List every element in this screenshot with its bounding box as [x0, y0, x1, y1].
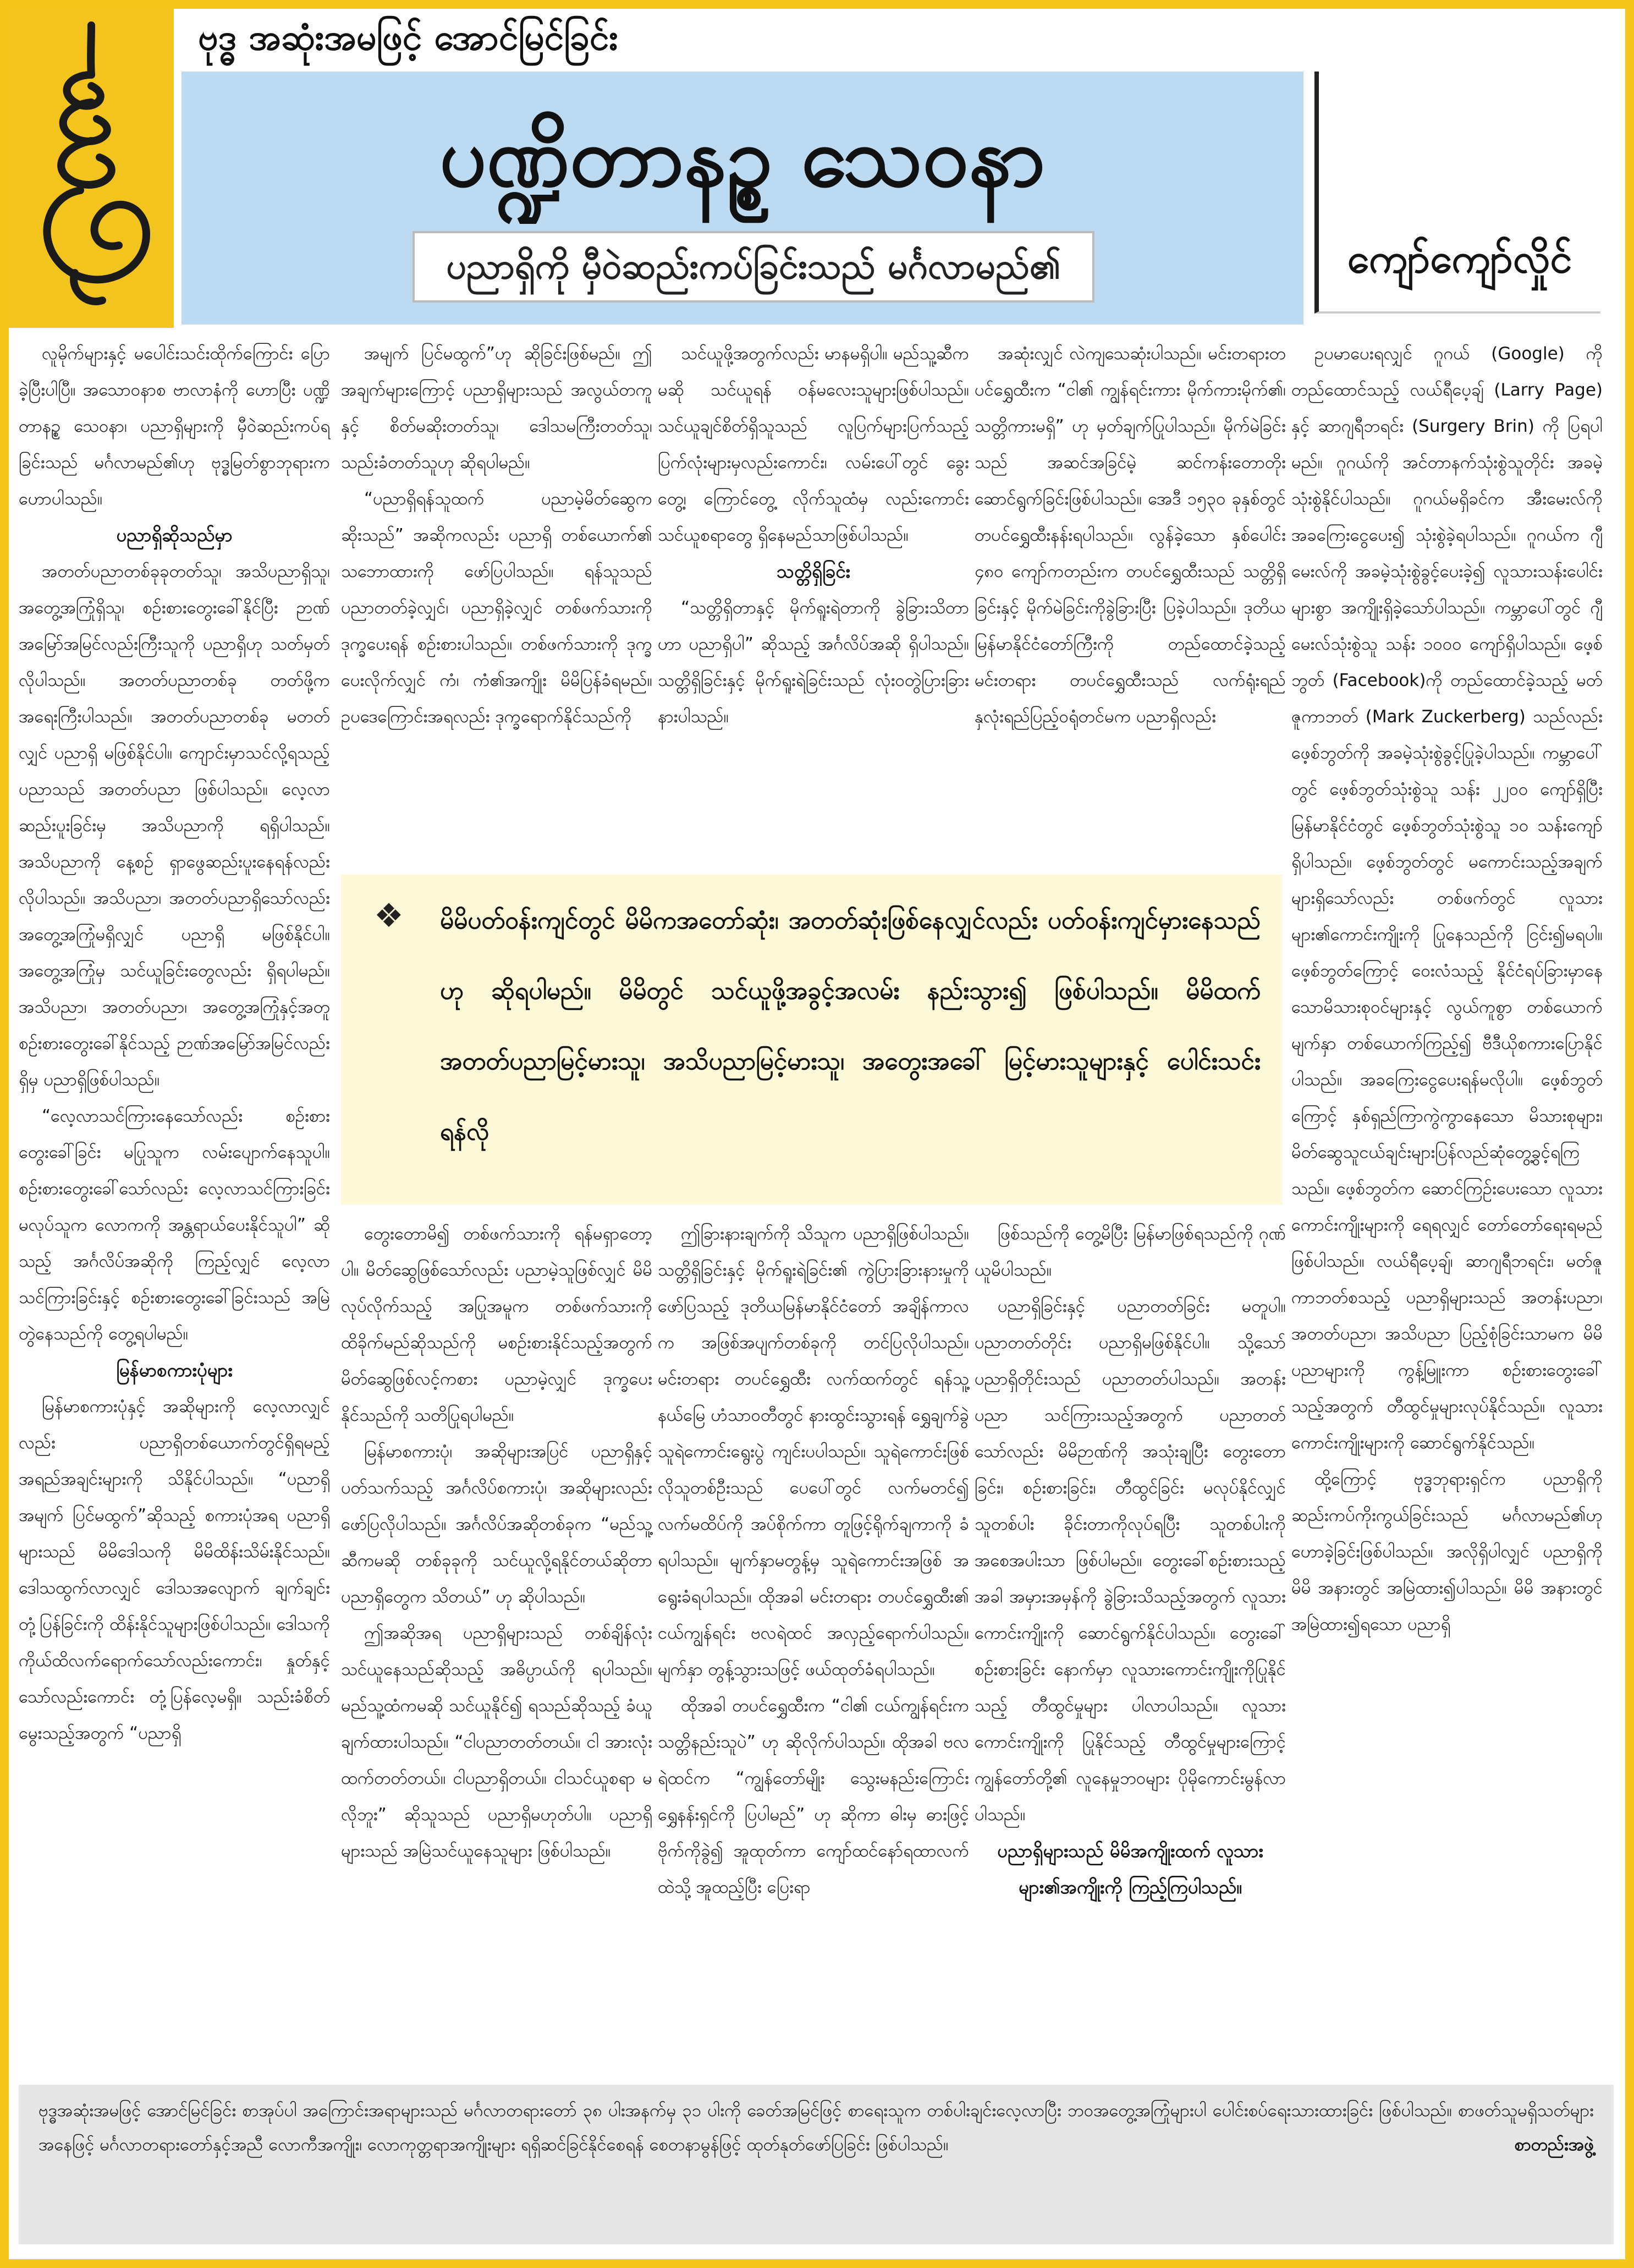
column-4-top: [975, 336, 1286, 864]
section-heading: သတ္တိရှိခြင်း: [777, 561, 850, 582]
paragraph: ဤအဆိုအရ ပညာရှိများသည် တစ်ချိန်လုံး သင်ယူနေသည်ဆိုသည့် အဓိပ္ပာယ်ကို ရပါသည်။ မည်သူ့ထံကမဆို သင်ယူနိုင်၍ ရသည်ဆိုသည့် ခံယူချက်ထားပါသည်။ “ငါပညာတတ်တယ်။ ငါ အားလုံးထက်တတ်တယ်။ ငါပညာရှိတယ်။ ငါသင်ယူစရာ မလိုဘူး” ဆိုသူသည် ပညာရှိမဟုတ်ပါ။ ပညာရှိများသည် အမြဲသင်ယူနေသူများ ဖြစ်ပါသည်။: [341, 1623, 652, 1861]
editor-signature: စာတည်းအဖွဲ့: [1514, 2135, 1594, 2155]
paragraph: တွေးတောမိ၍ တစ်ဖက်သားကို ရန်မရှာတော့ပါ။ မိတ်ဆွေဖြစ်သော်လည်း ပညာမဲ့သူဖြစ်လျှင် မိမိလုပ်လိုက်သည့် အပြုအမူက တစ်ဖက်သားကို ထိခိုက်မည်ဆိုသည်ကို မစဉ်းစားနိုင်သည့်အတွက် မိတ်ဆွေဖြစ်လင့်ကစား ပညာမဲ့လျှင် ဒုက္ခပေးနိုင်သည်ကို သတိပြုရပါမည်။: [341, 1224, 652, 1425]
section-heading: မြန်မာစကားပုံများ: [116, 1359, 233, 1381]
paragraph: “သတ္တိရှိတာနှင့် မိုက်ရူးရဲတာကို ခွဲခြားသိတာဟာ ပညာရှိပါ” ဆိုသည့် အင်္ဂလိပ်အဆို ရှိပါသည်။ သတ္တိရှိခြင်းနှင့် မိုက်ရူးရဲခြင်းသည် လုံးဝတွဲပြားခြားနားပါသည်။: [658, 598, 969, 727]
series-title: ဗုဒ္ဓ အဆုံးအမဖြင့် အောင်မြင်ခြင်း: [198, 18, 618, 58]
section-heading: ပညာရှိဆိုသည်မှာ: [116, 524, 233, 546]
logo-panel: [9, 9, 174, 328]
paragraph: မြန်မာစကားပုံနှင့် အဆိုများကို လေ့လာလျှင်လည်း ပညာရှိတစ်ယောက်တွင်ရှိရမည့် အရည်အချင်းများကို သိနိုင်ပါသည်။ “ပညာရှိအမျက် ပြင်မထွက်”ဆိုသည့် စကားပုံအရ ပညာရှိများသည် မိမိဒေါသကို မိမိထိန်းသိမ်းနိုင်သည်။ ဒေါသထွက်လာလျှင် ဒေါသအလျောက် ချက်ချင်းတုံ့ပြန်ခြင်းကို ထိန်းနိုင်သူများဖြစ်ပါသည်။ ဒေါသကို ကိုယ်ထိလက်ရောက်သော်လည်းကောင်း၊ နှုတ်နှင့်သော်လည်းကောင်း တုံ့ပြန်လေ့မရှိ။ သည်းခံစိတ်မွေးသည့်အတွက် “ပညာရှိ: [19, 1397, 330, 1743]
article-title: ပဏ္ဍိတာနဥ္စ သေဝနာ: [439, 109, 1046, 205]
paragraph: ဥပမာပေးရလျှင် ဂူဂယ် (Google) ကို တည်ထောင်သည့် လယ်ရီပေ့ချ် (Larry Page) နှင့် ဆာဂျရီဘရင်း (Surgery Brin) ကို ပြရပါမည်။ ဂူဂယ်ကို အင်တာနက်သုံးစွဲသူတိုင်း အခမဲ့သုံးစွဲနိုင်ပါသည်။ ဂူဂယ်မရှိခင်က အီးမေးလ်ကို အခကြေးငွေပေး၍ သုံးစွဲခဲ့ရပါသည်။ ဂူဂယ်က ဂျီမေးလ်ကို အခမဲ့သုံးစွဲခွင့်ပေးခဲ့၍ လူသားသန်းပေါင်းများစွာ အကျိုးရှိခဲ့သော်ပါသည်။ ကမ္ဘာပေါ်တွင် ဂျီမေးလ်သုံးစွဲသူ သန်း ၁၀၀၀ ကျော်ရှိပါသည်။ ဖေ့စ်ဘွတ် (Facebook)ကို တည်ထောင်ခဲ့သည့် မတ်ဇူကာဘတ် (Mark Zuckerberg) သည်လည်း ဖေ့စ်ဘွတ်ကို အခမဲ့သုံးစွဲခွင့်ပြုခဲ့ပါသည်။ ကမ္ဘာပေါ်တွင် ဖေ့စ်ဘွတ်သုံးစွဲသူ သန်း ၂၂၀၀ ကျော်ရှိပြီး မြန်မာနိုင်ငံတွင် ဖေ့စ်ဘွတ်သုံးစွဲသူ ၁၀ သန်းကျော် ရှိပါသည်။ ဖေ့စ်ဘွတ်တွင် မကောင်းသည့်အချက်များရှိသော်လည်း တစ်ဖက်တွင် လူသားများ၏ကောင်းကျိုးကို ပြုနေသည်ကို ငြင်း၍မရပါ။ ဖေ့စ်ဘွတ်ကြောင့် ဝေးလံသည့် နိုင်ငံရပ်ခြားမှာနေသောမိသားစုဝင်များနှင့် လွယ်ကူစွာ တစ်ယောက်မျက်နှာ တစ်ယောက်ကြည့်၍ ဗီဒီယိုစကားပြောနိုင်ပါသည်။ အခကြေးငွေပေးရန်မလိုပါ။ ဖေ့စ်ဘွတ်ကြောင့် နှစ်ရှည်ကြာကွဲကွာနေသော မိသားစုများ၊ မိတ်ဆွေသူငယ်ချင်းများပြန်လည်ဆုံတွေ့ခွင့်ရကြသည်။ ဖေ့စ်ဘွတ်က ဆောင်ကြဉ်းပေးသော လူသားကောင်းကျိုးများကို ရေရလျှင် တော်တော်ရေးရမည် ဖြစ်ပါသည်။ လယ်ရီပေ့ချ်၊ ဆာဂျရီဘရင်း၊ မတ်ဇူကာဘတ်စသည့် ပညာရှိများသည် အတန်းပညာ၊ အတတ်ပညာ၊ အသိပညာ ပြည့်စုံခြင်းသာမက မိမိပညာများကို ကွန့်မြူးကာ စဉ်းစားတွေးခေါ်သည့်အတွက် တီထွင်မှုများလုပ်နိုင်သည်။ လူသားကောင်းကျိုးများကို ဆောင်ရွက်နိုင်သည်။: [1291, 344, 1603, 1453]
paragraph: ဤခြားနားချက်ကို သိသူက ပညာရှိဖြစ်ပါသည်။ သတ္တိရှိခြင်းနှင့် မိုက်ရူးရဲခြင်း၏ ကွဲပြားခြားနားမှုကို ဖော်ပြသည့် ဒုတိယမြန်မာနိုင်ငံတော် အချိန်ကာလက အဖြစ်အပျက်တစ်ခုကို တင်ပြလိုပါသည်။ မင်းတရား တပင်ရွှေထီး လက်ထက်တွင် ရန်သူ့နယ်မြေ ဟံသာဝတီတွင် နားထွင်းသွားရန် ရွှေချက်ခွဲ သူရဲကောင်းရွေးပွဲ ကျင်းပပါသည်။ သူရဲကောင်းဖြစ်လိုသူတစ်ဦးသည် ပေပေါ်တွင် လက်မတင်၍ လက်မထိပ်ကို အပ်စိုက်ကာ တူဖြင့်ရိုက်ချကာကို ခံရပါသည်။ မျက်နှာမတွန့်မှ သူရဲကောင်းအဖြစ် အရွေးခံရပါသည်။ ထိုအခါ မင်းတရား တပင်ရွှေထီး၏ ငယ်ကျွန်ရင်း ဗလရဲထင် အလှည့်ရောက်ပါသည်။ မျက်နှာ တွန့်သွားသဖြင့် ဖယ်ထုတ်ခံရပါသည်။: [658, 1224, 969, 1679]
paragraph: အတတ်ပညာတစ်ခုခုတတ်သူ၊ အသိပညာရှိသူ၊ အတွေ့အကြုံရှိသူ၊ စဉ်းစားတွေးခေါ်နိုင်ပြီး ဉာဏ်အမြော်အမြင်လည်းကြီးသူကို ပညာရှိဟု သတ်မှတ်လိုပါသည်။ အတတ်ပညာတစ်ခု တတ်ဖို့က အရေးကြီးပါသည်။ အတတ်ပညာတစ်ခု မတတ်လျှင် ပညာရှိ မဖြစ်နိုင်ပါ။ ကျောင်းမှာသင်လို့ရသည့် ပညာသည် အတတ်ပညာ ဖြစ်ပါသည်။ လေ့လာဆည်းပူးခြင်းမှ အသိပညာကို ရရှိပါသည်။ အသိပညာကို နေ့စဉ် ရှာဖွေဆည်းပူးနေရန်လည်း လိုပါသည်။ အသိပညာ၊ အတတ်ပညာရှိသော်လည်း အတွေ့အကြုံမရှိလျှင် ပညာရှိ မဖြစ်နိုင်ပါ။ အတွေ့အကြုံမှ သင်ယူခြင်းတွေလည်း ရှိရပါမည်။ အသိပညာ၊ အတတ်ပညာ၊ အတွေ့အကြုံနှင့်အတူ စဉ်းစားတွေးခေါ်နိုင်သည့် ဉာဏ်အမြော်အမြင်လည်းရှိမှ ပညာရှိဖြစ်ပါသည်။: [19, 562, 330, 1090]
column-4-bottom: [975, 1216, 1286, 2068]
paragraph: ပညာရှိခြင်းနှင့် ပညာတတ်ခြင်း မတူပါ။ ပညာတတ်တိုင်း ပညာရှိမဖြစ်နိုင်ပါ။ သို့သော် ပညာရှိတိုင်းသည် ပညာတတ်ပါသည်။ အတန်းပညာ သင်ကြားသည့်အတွက် ပညာတတ်သော်လည်း မိမိဉာဏ်ကို အသုံးချပြီး တွေးတောခြင်း၊ စဉ်းစားခြင်း၊ တီထွင်ခြင်း မလုပ်နိုင်လျှင် သူတစ်ပါး ခိုင်းတာကိုလုပ်ရပြီး သူတစ်ပါးကို အစေအပါးသာ ဖြစ်ပါမည်။ တွေးခေါ်စဉ်းစားသည့်အခါ အမှားအမှန်ကို ခွဲခြားသိသည့်အတွက် လူသားကောင်းကျိုးကို ဆောင်ရွက်နိုင်ပါသည်။ တွေးခေါ်စဉ်းစားခြင်း နောက်မှာ လူသားကောင်းကျိုးကိုပြုနိုင်သည့် တီထွင်မှုများ ပါလာပါသည်။ လူသားကောင်းကျိုးကို ပြုနိုင်သည့် တီထွင်မှုများကြောင့် ကျွန်တော်တို့၏ လူနေမှုဘဝများ ပိုမိုကောင်းမွန်လာပါသည်။: [975, 1297, 1286, 1825]
author-name: ကျော်ကျော်လှိုင်: [1314, 204, 1600, 314]
column-1: [19, 336, 330, 1743]
paragraph: မြန်မာစကားပုံ၊ အဆိုများအပြင် ပညာရှိနှင့် ပတ်သက်သည့် အင်္ဂလိပ်စကားပုံ၊ အဆိုများလည်း ဖော်ပြလိုပါသည်။ အင်္ဂလိပ်အဆိုတစ်ခုက “မည်သူ့ဆီကမဆို တစ်ခုခုကို သင်ယူလို့ရနိုင်တယ်ဆိုတာ ပညာရှိတွေက သိတယ်” ဟု ဆိုပါသည်။: [341, 1442, 652, 1607]
pull-quote: [341, 875, 1283, 1205]
pull-quote-text: မိမိပတ်ဝန်းကျင်တွင် မိမိကအတော်ဆုံး၊ အတတ်ဆုံးဖြစ်နေလျှင်လည်း ပတ်ဝန်းကျင်မှားနေသည်ဟု ဆိုရပါမည်။ မိမိတွင် သင်ယူဖို့အခွင့်အလမ်း နည်းသွား၍ ဖြစ်ပါသည်။ မိမိထက် အတတ်ပညာမြင့်မားသူ၊ အသိပညာမြင့်မားသူ၊ အတွေးအခေါ် မြင့်မားသူများနှင့် ပေါင်းသင်းရန်လို: [440, 907, 1261, 1146]
author-divider: [1314, 72, 1319, 204]
column-3-top: [658, 336, 969, 864]
section-heading: ပညာရှိများသည် မိမိအကျိုးထက် လူသားများ၏အကျိုးကို ကြည့်ကြပါသည်။: [997, 1840, 1263, 1898]
article-subtitle: ပညာရှိကို မှီဝဲဆည်းကပ်ခြင်းသည် မင်္ဂလာမည်၏: [412, 231, 1094, 303]
paragraph: လူမိုက်များနှင့် မပေါင်းသင်းထိုက်ကြောင်း ပြောခဲ့ပြီးပါပြီ။ အသောဝနာစ ဗာလာနံကို ဟောပြီး ပဏ္ဍိတာနဥ္စ သေဝနာ၊ ပညာရှိများကို မှီဝဲဆည်းကပ်ရခြင်းသည် မင်္ဂလာမည်၏ဟု ဗုဒ္ဓမြတ်စွာဘုရားက ဟောပါသည်။: [19, 344, 330, 509]
editor-note-text: ဗုဒ္ဓအဆုံးအမဖြင့် အောင်မြင်ခြင်း စာအုပ်ပါ အကြောင်းအရာများသည် မင်္ဂလာတရားတော် ၃၈ ပါးအနက်မှ ၃၁ ပါးကို ခေတ်အမြင်ဖြင့် စာရေးသူက တစ်ပါးချင်းလေ့လာပြီး ဘဝအတွေ့အကြုံများပါ ပေါင်းစပ်ရေးသားထားခြင်း ဖြစ်ပါသည်။ စာဖတ်သူမရှိသတ်များအနေဖြင့် မင်္ဂလာတရားတော်နှင့်အညီ လောကီအကျိုး၊ လောကုတ္တရာအကျိုးများ ရရှိဆင်ခြင်နိုင်စေရန် စေတနာမွန်ဖြင့် ထုတ်နုတ်ဖော်ပြခြင်း ဖြစ်ပါသည်။: [38, 2101, 1594, 2155]
column-3-bottom: [658, 1216, 969, 2068]
paragraph: သင်ယူဖို့အတွက်လည်း မာနမရှိပါ။ မည်သူ့ဆီကမဆို သင်ယူရန် ဝန်မလေးသူများဖြစ်ပါသည်။ သင်ယူချင်စိတ်ရှိသူသည် လူပြက်များပြက်သည့် ပြက်လုံးများမှလည်းကောင်း၊ လမ်းပေါ်တွင် ခွေးတွေ့၊ ကြောင်တွေ့ လိုက်သူထံမှ လည်းကောင်း သင်ယူစရာတွေ ရှိနေမည်သာဖြစ်ပါသည်။: [658, 344, 969, 545]
column-2-top: [341, 336, 652, 864]
diamond-bullet-icon: ❖: [374, 897, 404, 935]
paragraph: ထိုအခါ တပင်ရွှေထီးက “ငါ၏ ငယ်ကျွန်ရင်းက သတ္တိနည်းသူပဲ” ဟု ဆိုလိုက်ပါသည်။ ထိုအခါ ဗလရဲထင်က “ကျွန်တော်မျိုး သွေးမနည်းကြောင်း ရွှေနန်းရှင်ကို ပြပါမည်” ဟု ဆိုကာ ဓါးမှ ဓားဖြင့်ဗိုက်ကိုခွဲ၍ အူထုတ်ကာ ကျော်ထင်နော်ရထာလက်ထဲသို့ အူထည့်ပြီး ပြေးရာ: [658, 1696, 969, 1897]
paragraph: အဆုံးလျှင် လဲကျသေဆုံးပါသည်။ မင်းတရားတပင်ရွှေထီးက “ငါ၏ ကျွန်ရင်းကား မိုက်ကားမိုက်၏၊ သတ္တိကားမရှိ” ဟု မှတ်ချက်ပြုပါသည်။ မိုက်မဲခြင်းသည် အဆင်အခြင်မဲ့ ဆင်ကန်းတောတိုး ဆောင်ရွက်ခြင်းဖြစ်ပါသည်။ အေဒီ ၁၅၃၀ ခုနှစ်တွင် တပင်ရွှေထီးနန်းရပါသည်။ လွန်ခဲ့သော နှစ်ပေါင်း ၄၈၀ ကျော်ကတည်းက တပင်ရွှေထီးသည် သတ္တိရှိခြင်းနှင့် မိုက်မဲခြင်းကိုခွဲခြားပြီး ပြခဲ့ပါသည်။ ဒုတိယ မြန်မာနိုင်ငံတော်ကြီးကို တည်ထောင်ခဲ့သည့် မင်းတရား တပင်ရွှေထီးသည် လက်ရုံးရည် နှလုံးရည်ပြည့်ဝရုံတင်မက ပညာရှိလည်း: [975, 344, 1286, 727]
editor-note: [19, 2085, 1614, 2244]
column-5: [1291, 336, 1603, 2068]
paragraph: ထို့ကြောင့် ဗုဒ္ဓဘုရားရှင်က ပညာရှိကို ဆည်းကပ်ကိုးကွယ်ခြင်းသည် မင်္ဂလာမည်၏ဟု ဟောခဲ့ခြင်းဖြစ်ပါသည်။ အလိုရှိပါလျှင် ပညာရှိကို မိမိ အနားတွင် အမြဲထား၍ပါသည်။ မိမိ အနားတွင် အမြဲထား၍ရသော ပညာရှိ: [1291, 1469, 1603, 1634]
paragraph: “ပညာရှိရန်သူထက် ပညာမဲ့မိတ်ဆွေက ဆိုးသည်” အဆိုကလည်း ပညာရှိ တစ်ယောက်၏ သဘောထားကို ဖော်ပြပါသည်။ ရန်သူသည် ပညာတတ်ခဲ့လျှင်၊ ပညာရှိခဲ့လျှင် တစ်ဖက်သားကို ဒုက္ခပေးရန် စဉ်းစားပါသည်။ တစ်ဖက်သားကို ဒုက္ခပေးလိုက်လျှင် ကံ၊ ကံ၏အကျိုး မိမိပြန်ခံရမည်။ ဥပဒေကြောင်းအရလည်း ဒုက္ခရောက်နိုင်သည်ကို: [341, 489, 652, 727]
ornament-icon: [9, 9, 174, 328]
paragraph: အမျက် ပြင်မထွက်”ဟု ဆိုခြင်းဖြစ်မည်။ ဤအချက်များကြောင့် ပညာရှိများသည် အလွယ်တကူနှင့် စိတ်မဆိုးတတ်သူ၊ ဒေါသမကြီးတတ်သူ၊ သည်းခံတတ်သူဟု ဆိုရပါမည်။: [341, 344, 652, 473]
column-2-bottom: [341, 1216, 652, 2068]
paragraph: ဖြစ်သည်ကို တွေ့မိပြီး မြန်မာဖြစ်ရသည်ကို ဂုဏ်ယူမိပါသည်။: [975, 1224, 1286, 1280]
paragraph: “လေ့လာသင်ကြားနေသော်လည်း စဉ်းစားတွေးခေါ်ခြင်း မပြုသူက လမ်းပျောက်နေသူပါ။ စဉ်းစားတွေးခေါ်သော်လည်း လေ့လာသင်ကြားခြင်း မလုပ်သူက လောကကို အန္တရာယ်ပေးနိုင်သူပါ” ဆိုသည့် အင်္ဂလိပ်အဆိုကို ကြည့်လျှင် လေ့လာသင်ကြားခြင်းနှင့် စဉ်းစားတွေးခေါ်ခြင်းသည် အမြဲတွဲနေသည်ကို တွေ့ရပါမည်။: [19, 1106, 330, 1344]
